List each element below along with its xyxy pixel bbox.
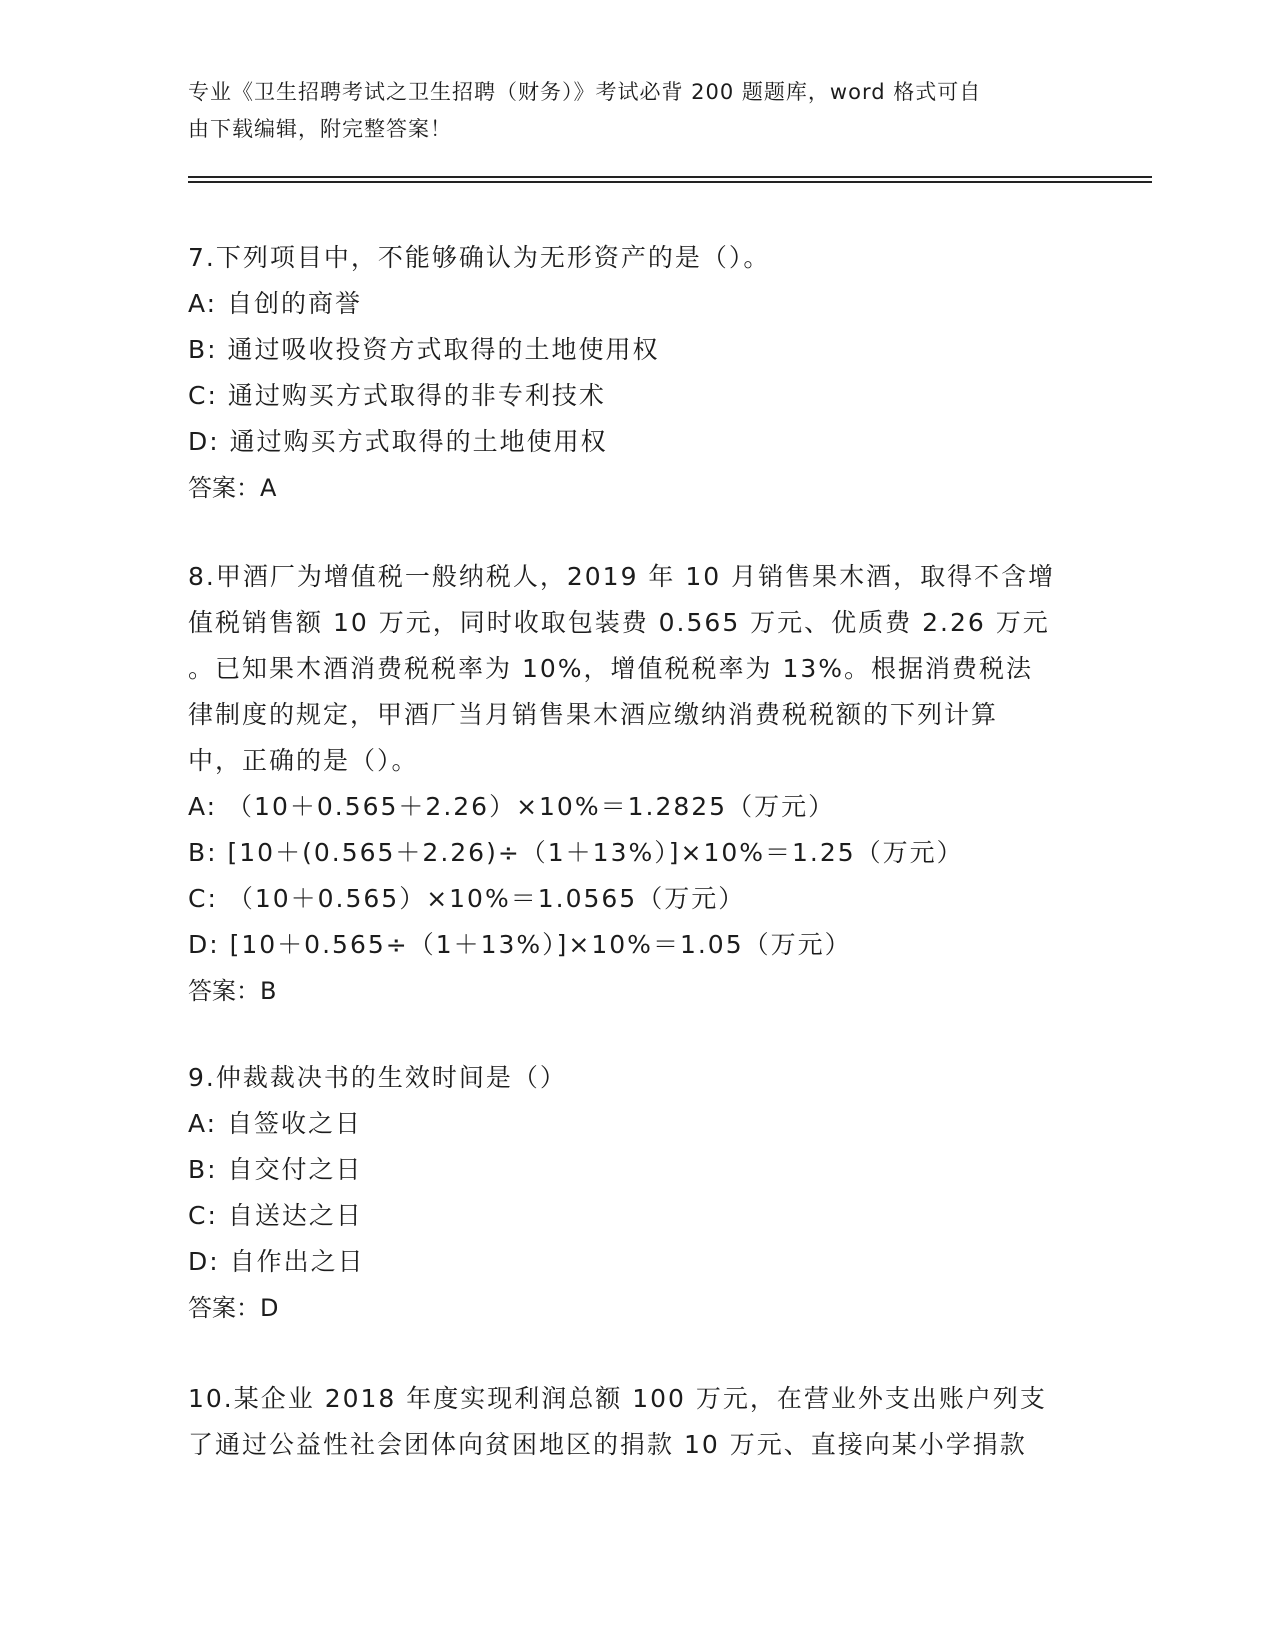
question-9	[188, 1055, 1088, 1331]
question-stem: 。已知果木酒消费税税率为 10%，增值税税率为 13%。根据消费税法	[188, 654, 1034, 683]
option-c: C: 自送达之日	[188, 1201, 363, 1230]
option-b: B: [10＋(0.565＋2.26)÷（1＋13%）]×10%＝1.25（万元）	[188, 838, 964, 867]
header-divider	[188, 176, 1152, 178]
document-header	[188, 74, 1068, 148]
answer-label: 答案：D	[188, 1294, 279, 1322]
header-line: 由下载编辑，附完整答案！	[188, 117, 452, 141]
question-stem: 8.甲酒厂为增值税一般纳税人，2019 年 10 月销售果木酒，取得不含增	[188, 562, 1056, 591]
option-d: D: 通过购买方式取得的土地使用权	[188, 427, 608, 456]
question-stem: 值税销售额 10 万元，同时收取包装费 0.565 万元、优质费 2.26 万元	[188, 608, 1050, 637]
option-a: A: 自创的商誉	[188, 289, 363, 318]
question-10	[188, 1376, 1088, 1468]
option-d: D: [10＋0.565÷（1＋13%）]×10%＝1.05（万元）	[188, 930, 852, 959]
question-stem: 7.下列项目中，不能够确认为无形资产的是（）。	[188, 243, 771, 272]
answer-label: 答案：A	[188, 474, 277, 502]
question-7	[188, 235, 1088, 511]
option-b: B: 自交付之日	[188, 1155, 363, 1184]
option-d: D: 自作出之日	[188, 1247, 365, 1276]
question-stem: 中，正确的是（）。	[188, 746, 419, 775]
header-line: 专业《卫生招聘考试之卫生招聘（财务）》考试必背 200 题题库，word 格式可自	[188, 80, 982, 104]
question-stem: 9.仲裁裁决书的生效时间是（）	[188, 1063, 567, 1092]
question-8	[188, 554, 1088, 1014]
option-a: A: 自签收之日	[188, 1109, 363, 1138]
option-b: B: 通过吸收投资方式取得的土地使用权	[188, 335, 660, 364]
header-divider	[188, 181, 1152, 183]
answer-label: 答案：B	[188, 977, 277, 1005]
question-stem: 律制度的规定，甲酒厂当月销售果木酒应缴纳消费税税额的下列计算	[188, 700, 999, 729]
option-a: A: （10＋0.565＋2.26）×10%＝1.2825（万元）	[188, 792, 836, 821]
question-stem: 了通过公益性社会团体向贫困地区的捐款 10 万元、直接向某小学捐款	[188, 1430, 1027, 1459]
question-stem: 10.某企业 2018 年度实现利润总额 100 万元，在营业外支出账户列支	[188, 1384, 1047, 1413]
option-c: C: 通过购买方式取得的非专利技术	[188, 381, 606, 410]
option-c: C: （10＋0.565）×10%＝1.0565（万元）	[188, 884, 746, 913]
